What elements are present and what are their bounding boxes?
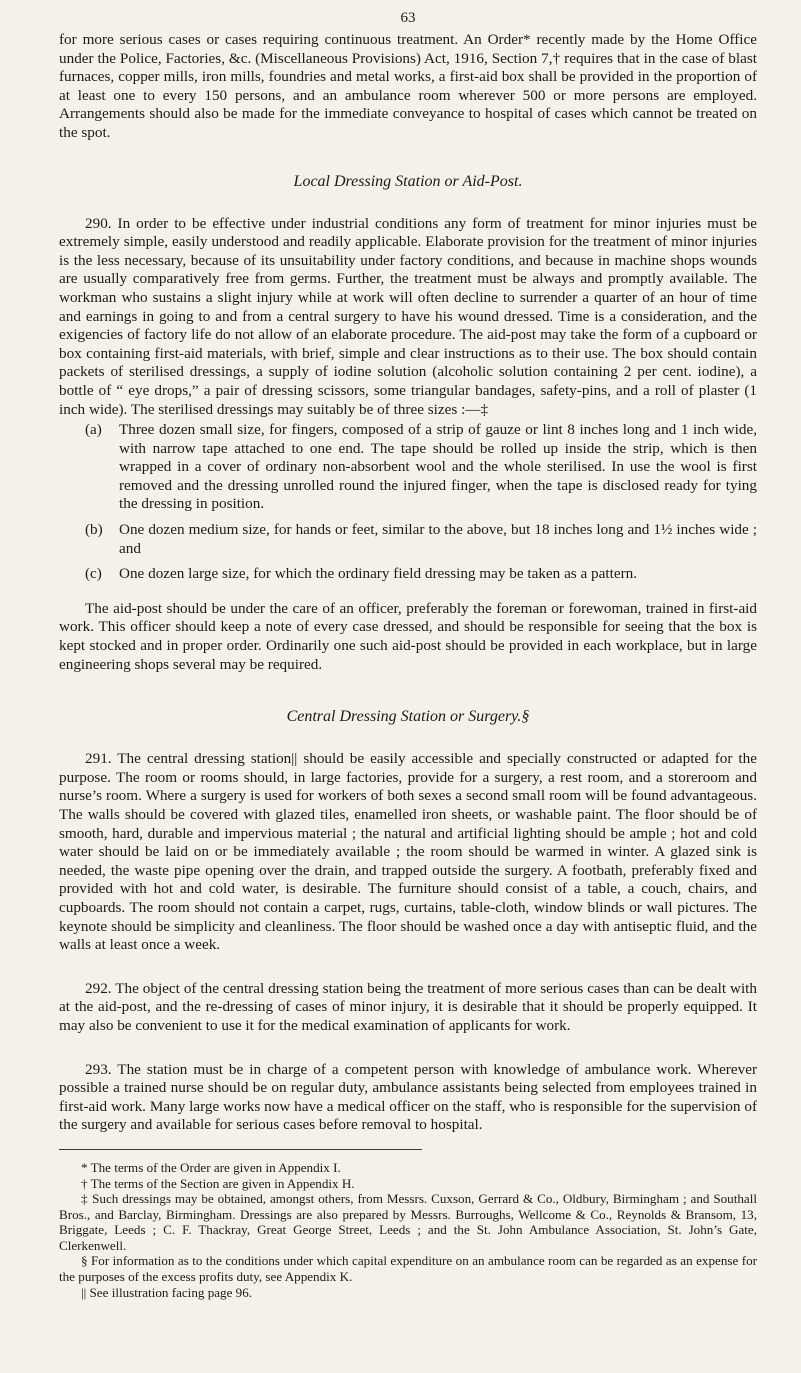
list-marker: (a) (85, 421, 102, 439)
footnote: ‡ Such dressings may be obtained, amongst others, from Messrs. Cuxson, Gerrard & Co., Oldbury, Birmingham ; and Southall Bros., and Barclay, Birmingham. Dressings are also prepared by Messrs. Burroughs, Wellcome & Co., Reynolds & Bransom, 13, Briggate, Leeds ; C. F. Thackray, Great George Street, Leeds ; and the St. John Ambulance Association, St. John’s Gate, Clerkenwell. (59, 1191, 757, 1253)
footnote: § For information as to the conditions under which capital expenditure on an ambulance room can be regarded as an expense for the purposes of the excess profits duty, see Appendix K. (59, 1253, 757, 1285)
dressing-sizes-list (59, 421, 757, 584)
section-heading-local-dressing-station: Local Dressing Station or Aid-Post. (293, 172, 523, 190)
paragraph-293: 293. The station must be in charge of a competent person with knowledge of ambulance work. Wherever possible a trained nurse should be on regular duty, ambulance assistants being selected from employees trained in first-aid work. Many large works now have a medical officer on the staff, who is responsible for the supervision of the surgery and available for serious cases before removal to hospital. (59, 1060, 757, 1134)
footnote: || See illustration facing page 96. (81, 1284, 253, 1300)
footnote: † The terms of the Section are given in Appendix H. (81, 1175, 355, 1191)
list-item-text: One dozen medium size, for hands or feet, similar to the above, but 18 inches long and 1½ inches wide ; and (119, 521, 757, 557)
section-heading-central-dressing-station: Central Dressing Station or Surgery.§ (286, 708, 530, 726)
list-item (59, 521, 757, 558)
footnotes (59, 1160, 757, 1300)
paragraph-291: 291. The central dressing station|| should be easily accessible and specially constructed or adapted for the purpose. The room or rooms should, in large factories, provide for a surgery, a rest room, and a storeroom and nurse’s room. Where a surgery is used for workers of both sexes a second small room will be found advantageous. The walls should be covered with glazed tiles, enamelled iron sheets, or washable paint. The floor should be of smooth, hard, durable and impervious material ; the natural and artificial lighting should be ample ; hot and cold water should be laid on or be immediately available ; the room should be warmed in winter. A glazed sink is needed, the waste pipe opening over the drain, and trapped outside the surgery. A footbath, preferably fixed and provided with hot and cold water, is desirable. The furniture should consist of a table, a couch, chairs, and cupboards. The room should not contain a carpet, rugs, curtains, table-cloth, window blinds or wall pictures. The keynote should be simplicity and cleanliness. The floor should be washed once a day with antiseptic fluid, and the walls at least once a week. (59, 750, 757, 954)
list-item (59, 421, 757, 514)
paragraph-292: 292. The object of the central dressing station being the treatment of more serious cases than can be dealt with at the aid-post, and the re-dressing of cases of minor injury, it is desirable that it should be properly equipped. It may also be convenient to use it for the medical examination of applicants for work. (59, 979, 757, 1034)
list-marker: (c) (85, 565, 102, 583)
paragraph-aid-post-officer: The aid-post should be under the care of an officer, preferably the foreman or forewoman, trained in first-aid work. This officer should keep a note of every case dressed, and should be responsible for seeing that the box is kept stocked and in proper order. Ordinarily one such aid-post should be provided in each workplace, but in large engineering shops several may be required. (59, 599, 757, 673)
page-number: 63 (400, 10, 416, 26)
intro-paragraph: for more serious cases or cases requiring continuous treatment. An Order* recently made by the Home Office under the Police, Factories, &c. (Miscellaneous Provisions) Act, 1916, Section 7,† requires that in the case of blast furnaces, copper mills, iron mills, foundries and metal works, a first-aid box shall be provided in the proportion of at least one to every 150 persons, and an ambulance room wherever 500 or more persons are employed. Arrangements should also be made for the immediate conveyance to hospital of cases which cannot be treated on the spot. (59, 31, 757, 141)
list-item-text: One dozen large size, for which the ordinary field dressing may be taken as a pattern. (119, 565, 638, 583)
list-marker: (b) (85, 521, 103, 539)
footnote-divider (59, 1149, 422, 1150)
footnote: * The terms of the Order are given in Appendix I. (81, 1159, 341, 1175)
list-item-text: Three dozen small size, for fingers, composed of a strip of gauze or lint 8 inches long and 1 inch wide, with narrow tape attached to one end. The tape should be rolled up inside the strip, which is then wrapped in a cover of ordinary non-absorbent wool and the whole sterilised. In use the wool is first removed and the dressing unrolled round the injured finger, when the tape is disclosed ready for tying the dressing in position. (119, 421, 757, 513)
list-item (59, 565, 757, 584)
paragraph-290: 290. In order to be effective under industrial conditions any form of treatment for minor injuries must be extremely simple, easily understood and readily applicable. Elaborate provision for the treatment of minor injuries is the less necessary, because of its unsuitability under factory conditions, and because in machine shops wounds are usually comparatively free from germs. Further, the treatment must be always and promptly available. The workman who sustains a slight injury while at work will often decline to surrender a quarter of an hour of time and earnings in going to and from a central surgery to have his wound dressed. Time is a consideration, and the exigencies of factory life do not allow of an elaborate procedure. The aid-post may take the form of a cupboard or box containing first-aid materials, with brief, simple and clear instructions as to their use. The box should contain packets of sterilised dressings, a supply of iodine solution (alcoholic solution containing 2 per cent. iodine), a bottle of “ eye drops,” a pair of dressing scissors, some triangular bandages, safety-pins, and a roll of plaster (1 inch wide). The sterilised dressings may suitably be of three sizes :—‡ (59, 214, 757, 418)
